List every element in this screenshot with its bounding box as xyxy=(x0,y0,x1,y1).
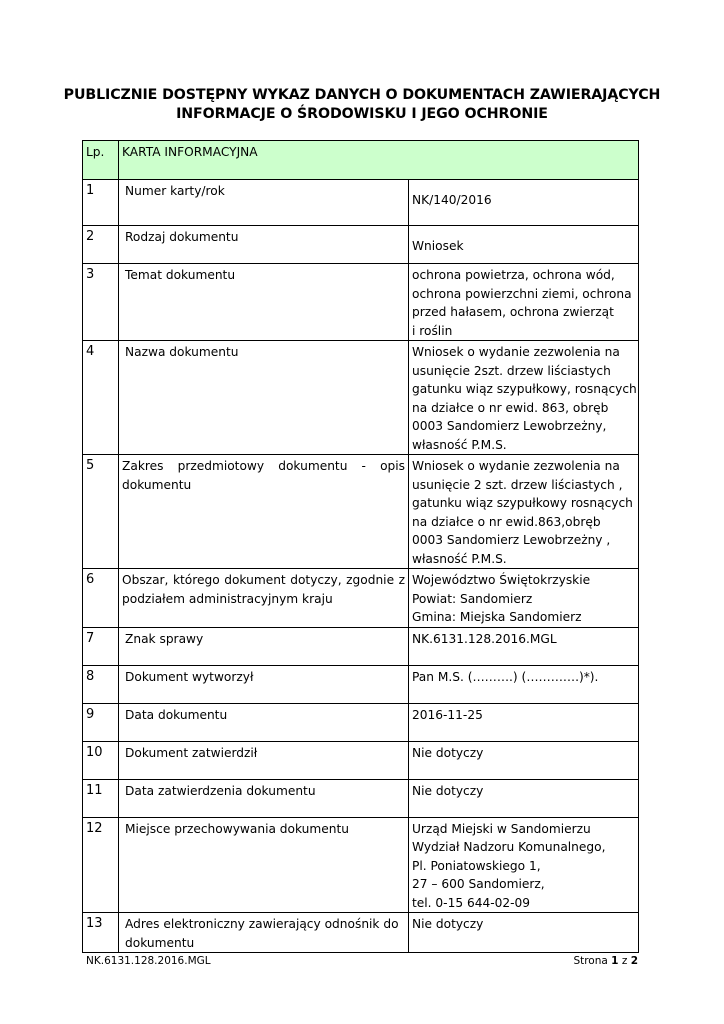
table-row xyxy=(83,741,639,779)
row-value xyxy=(409,665,639,703)
header-card-title: KARTA INFORMACYJNA xyxy=(119,141,639,180)
row-number: 6 xyxy=(83,569,119,628)
table-row xyxy=(83,627,639,665)
table-row xyxy=(83,264,639,341)
row-label: Miejsce przechowywania dokumentu xyxy=(119,817,409,913)
row-value xyxy=(409,226,639,264)
row-value xyxy=(409,817,639,913)
value-line: gatunku wiąz szypułkowy, rosnących xyxy=(412,382,637,396)
value-line: Nie dotyczy xyxy=(412,917,484,931)
value-line: NK/140/2016 xyxy=(412,193,492,207)
row-value xyxy=(409,913,639,953)
table-row xyxy=(83,913,639,953)
value-line: NK.6131.128.2016.MGL xyxy=(412,631,557,646)
value-line: 0003 Sandomierz Lewobrzeżny , xyxy=(412,533,611,547)
row-label: Dokument zatwierdził xyxy=(119,741,409,779)
value-line: 2016-11-25 xyxy=(412,707,483,722)
row-number: 5 xyxy=(83,455,119,569)
row-value xyxy=(409,341,639,455)
value-line: i roślin xyxy=(412,323,453,338)
row-label: Znak sprawy xyxy=(119,627,409,665)
value-line: 0003 Sandomierz Lewobrzeżny, xyxy=(412,419,607,433)
value-line: własność P.M.S. xyxy=(412,551,507,566)
value-line: Powiat: Sandomierz xyxy=(412,591,533,606)
value-line: Wniosek xyxy=(412,239,464,253)
table-row xyxy=(83,703,639,741)
table-row xyxy=(83,569,639,628)
page-of: z xyxy=(621,955,628,967)
row-label: Data dokumentu xyxy=(119,703,409,741)
page-current: 1 xyxy=(611,955,619,967)
row-label: Adres elektroniczny zawierający odnośnik do dokumentu xyxy=(119,913,409,953)
title-line-2: INFORMACJE O ŚRODOWISKU I JEGO OCHRONIE xyxy=(176,106,548,122)
row-number: 12 xyxy=(83,817,119,913)
row-number: 8 xyxy=(83,665,119,703)
row-value xyxy=(409,741,639,779)
row-label: Zakres przedmiotowy dokumentu - opis dokumentu xyxy=(119,455,409,569)
row-label: Nazwa dokumentu xyxy=(119,341,409,455)
value-line: Wniosek o wydanie zezwolenia na xyxy=(412,345,620,359)
row-label: Temat dokumentu xyxy=(119,264,409,341)
row-value xyxy=(409,703,639,741)
table-row xyxy=(83,779,639,817)
row-number: 4 xyxy=(83,341,119,455)
value-line: Urząd Miejski w Sandomierzu xyxy=(412,821,591,836)
footer-reference: NK.6131.128.2016.MGL xyxy=(86,955,211,967)
value-line: ochrona powierzchni ziemi, ochrona xyxy=(412,286,632,301)
row-label: Data zatwierdzenia dokumentu xyxy=(119,779,409,817)
row-value xyxy=(409,779,639,817)
value-line: Nie dotyczy xyxy=(412,745,484,760)
value-line: usunięcie 2 szt. drzew liściastych , xyxy=(412,477,623,492)
row-number: 10 xyxy=(83,741,119,779)
value-line: własność P.M.S. xyxy=(412,437,507,452)
value-line: Wydział Nadzoru Komunalnego, xyxy=(412,840,606,854)
row-label: Obszar, którego dokument dotyczy, zgodnie z podziałem administracyjnym kraju xyxy=(119,569,409,628)
info-card-table xyxy=(82,140,639,953)
table-row xyxy=(83,665,639,703)
row-number: 3 xyxy=(83,264,119,341)
header-lp: Lp. xyxy=(83,141,119,180)
row-value xyxy=(409,264,639,341)
row-value xyxy=(409,455,639,569)
value-line: Nie dotyczy xyxy=(412,783,484,798)
value-line: Województwo Świętokrzyskie xyxy=(412,573,591,587)
table-header-row xyxy=(83,141,639,180)
table-row xyxy=(83,341,639,455)
value-line: ochrona powietrza, ochrona wód, xyxy=(412,268,615,282)
value-line: Wniosek o wydanie zezwolenia na xyxy=(412,459,620,473)
table-row xyxy=(83,455,639,569)
value-line: gatunku wiąz szypułkowy rosnących xyxy=(412,496,633,510)
row-label: Dokument wytworzył xyxy=(119,665,409,703)
page-total: 2 xyxy=(630,955,638,967)
value-line: 27 – 600 Sandomierz, xyxy=(412,877,545,891)
row-value xyxy=(409,627,639,665)
value-line: na działce o nr ewid. 863, obręb xyxy=(412,400,609,415)
table-row xyxy=(83,180,639,226)
page-word: Strona xyxy=(573,955,608,967)
value-line: Pan M.S. (……….) (………….)*). xyxy=(412,669,599,684)
table-row xyxy=(83,817,639,913)
row-value xyxy=(409,180,639,226)
row-value xyxy=(409,569,639,628)
value-line: Gmina: Miejska Sandomierz xyxy=(412,610,582,624)
value-line: na działce o nr ewid.863,obręb xyxy=(412,514,601,529)
document-title xyxy=(40,86,684,124)
table-row xyxy=(83,226,639,264)
row-number: 2 xyxy=(83,226,119,264)
row-number: 13 xyxy=(83,913,119,953)
value-line: Pl. Poniatowskiego 1, xyxy=(412,858,541,873)
row-label: Rodzaj dokumentu xyxy=(119,226,409,264)
row-number: 11 xyxy=(83,779,119,817)
title-line-1: PUBLICZNIE DOSTĘPNY WYKAZ DANYCH O DOKUMENTACH ZAWIERAJĄCYCH xyxy=(63,87,661,103)
footer-page-number xyxy=(573,955,638,967)
row-number: 7 xyxy=(83,627,119,665)
value-line: przed hałasem, ochrona zwierząt xyxy=(412,305,614,319)
row-number: 9 xyxy=(83,703,119,741)
value-line: usunięcie 2szt. drzew liściastych xyxy=(412,363,611,378)
value-line: tel. 0-15 644-02-09 xyxy=(412,895,531,910)
row-number: 1 xyxy=(83,180,119,226)
row-label: Numer karty/rok xyxy=(119,180,409,226)
